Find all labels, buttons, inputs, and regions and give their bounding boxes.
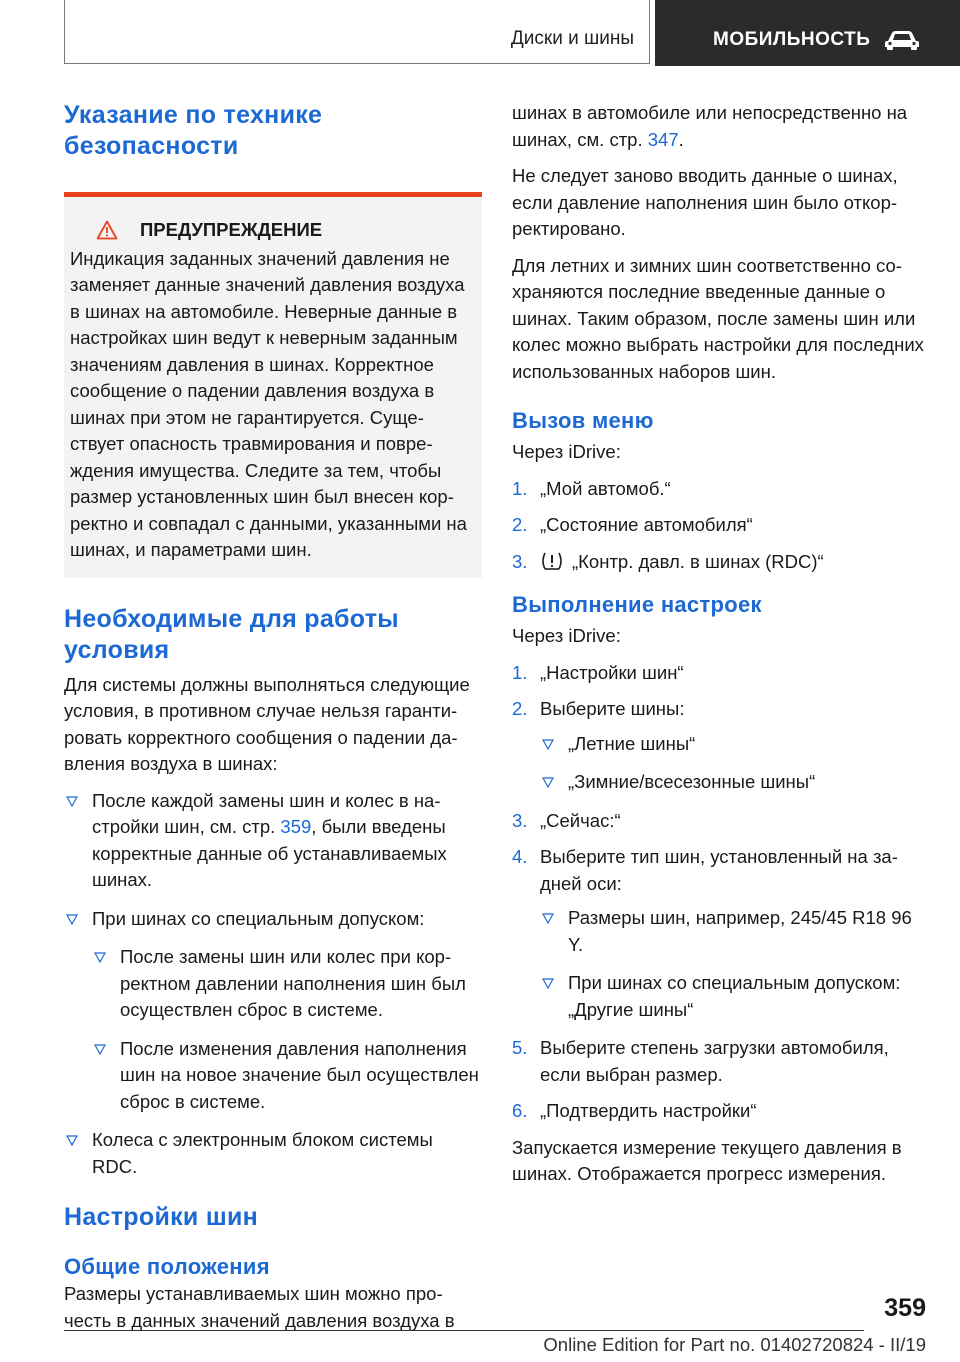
header-rule-bottom [64,63,650,64]
step-number: 6. [512,1100,528,1121]
menu-heading: Вызов меню [512,408,654,433]
condition-2-sublist [92,944,482,1115]
settings-heading: Настройки шин [64,1203,259,1231]
conditions-list [64,788,482,1181]
list-item [540,905,930,958]
step-number: 5. [512,1037,528,1058]
header-rule-left [64,0,65,64]
warning-box [64,192,482,578]
warning-header [70,217,472,244]
right-column [512,100,930,1198]
list-item [92,944,482,1024]
warning-title: ПРЕДУПРЕЖДЕНИЕ [140,219,323,240]
page-link-359[interactable]: 359 [280,816,312,837]
step-4-sub-2: При шинах со специальным допуском: „Другие шины“ [568,972,901,1020]
continued-text: шинах в автомобиле или непосредственно на шинах, см. стр. [512,102,908,150]
step-number: 3. [512,809,528,831]
list-item [512,476,930,503]
setup-heading: Выполнение настроек [512,592,762,617]
footer-rule [64,1330,864,1331]
conditions-heading: Необходимые для работы условия [64,604,399,664]
continued-paragraph [512,100,930,153]
list-item [512,696,930,796]
condition-1-text-end: , были введены корректные данные об устанавливаемых шинах. [92,816,447,890]
list-item [92,1036,482,1116]
header-rule-mid [649,0,650,64]
chapter-title: МОБИЛЬНОСТЬ [713,29,871,50]
step-number: 2. [512,514,528,535]
list-item [512,660,930,687]
menu-via: Через iDrive: [512,441,621,462]
safety-heading: Указание по технике безопасности [64,101,323,160]
continued-text-end: . [678,128,684,150]
triangle-bullet-icon [66,1134,78,1146]
list-item [512,1098,930,1125]
step-2-sublist [540,731,930,796]
step-number: 3. [512,550,528,572]
step-text: „Контр. давл. в шинах (RDC)“ [572,550,824,572]
triangle-bullet-icon [66,795,78,807]
paragraph-2: Не следует заново вводить данные о шинах, если давление наполнения шин было откорректировано. [512,165,898,239]
step-text: „Подтвердить настройки“ [540,1100,757,1121]
step-text: „Состояние автомобиля“ [540,514,753,535]
condition-2-text: При шинах со специальным допуском: [92,907,425,929]
list-item [512,844,930,1023]
triangle-bullet-icon [542,738,554,750]
triangle-bullet-icon [542,776,554,788]
step-number: 1. [512,661,528,683]
triangle-bullet-icon [94,951,106,963]
warning-triangle-icon [96,220,118,240]
step-text: „Сейчас:“ [540,809,621,831]
general-text: Размеры устанавливаемых шин можно прочесть в данных значений давления воздуха в [64,1283,455,1331]
chapter-tab [655,0,960,66]
step-text: Выберите шины: [540,698,685,719]
edition-text: Online Edition for Part no. 01402720824 - II/19 [543,1334,926,1355]
setup-steps [512,660,930,1125]
car-icon [884,29,920,51]
warning-text: Индикация заданных значений давления не заменяет данные значений давления воздуха в шинах на автомобиле. Неверные данные в настройках шин ведут к неверным заданным значениям давления в шинах. Корректное сообщение о падении давления воздуха в шинах при этом не гарантируется. Существует опасность травмирования и повреждения имущества. Следите за тем, чтобы размер установленных шин был внесен корректно и совпадал с данными, указанными на шинах, и параметрами шин. [70,247,467,560]
menu-steps [512,476,930,576]
triangle-bullet-icon [542,977,554,989]
triangle-bullet-icon [94,1043,106,1055]
step-text: Выберите тип шин, установленный на задней оси: [540,846,898,894]
list-item [64,1127,482,1180]
paragraph-3: Для летних и зимних шин соответственно сохраняются последние введенные данные о шинах. Таким образом, после замены шин или колес можно выбрать настройки для последних использованных наборов шин. [512,254,924,382]
condition-3-text: Колеса с электронным блоком системы RDC. [92,1129,433,1177]
condition-2-sub-2: После изменения давления наполнения шин на новое значение был осуществлен сброс в системе. [120,1037,479,1112]
general-heading: Общие положения [64,1254,270,1279]
step-number: 1. [512,477,528,499]
step-4-sub-1: Размеры шин, например, 245/45 R18 96 Y. [568,907,912,955]
step-number: 4. [512,846,528,867]
setup-via: Через iDrive: [512,625,621,646]
list-item [540,769,930,796]
condition-2-sub-1: После замены шин или колес при корректном давлении наполнения шин был осуществлен сброс в системе. [120,946,466,1020]
step-text: „Настройки шин“ [540,661,684,683]
triangle-bullet-icon [66,913,78,925]
page-number: 359 [884,1294,926,1322]
conditions-intro: Для системы должны выполняться следующие условия, в противном случае нельзя гарантировать корректного сообщения о падении давления воздуха в шинах: [64,673,470,774]
step-4-sublist [540,905,930,1023]
list-item [512,808,930,835]
final-text: Запускается измерение текущего давления в шинах. Отображается прогресс измерения. [512,1136,902,1184]
condition-1-text: После каждой замены шин и колес в настройки шин, см. стр. [92,789,441,837]
section-title: Диски и шины [510,28,634,49]
list-item [512,512,930,539]
list-item [540,731,930,758]
list-item [64,906,482,1116]
tire-pressure-icon [540,550,564,572]
page-link-347[interactable]: 347 [647,128,679,150]
step-text: Выберите степень загрузки автомобиля, если выбран размер. [540,1037,889,1085]
left-column [64,100,482,1344]
list-item [512,1035,930,1088]
step-number: 2. [512,698,528,719]
list-item [512,549,930,576]
step-text: „Мой автомоб.“ [540,477,671,499]
triangle-bullet-icon [542,912,554,924]
step-2-sub-2: „Зимние/всесезонные шины“ [568,771,816,792]
list-item [540,970,930,1023]
step-2-sub-1: „Летние шины“ [568,732,696,754]
list-item [64,788,482,894]
